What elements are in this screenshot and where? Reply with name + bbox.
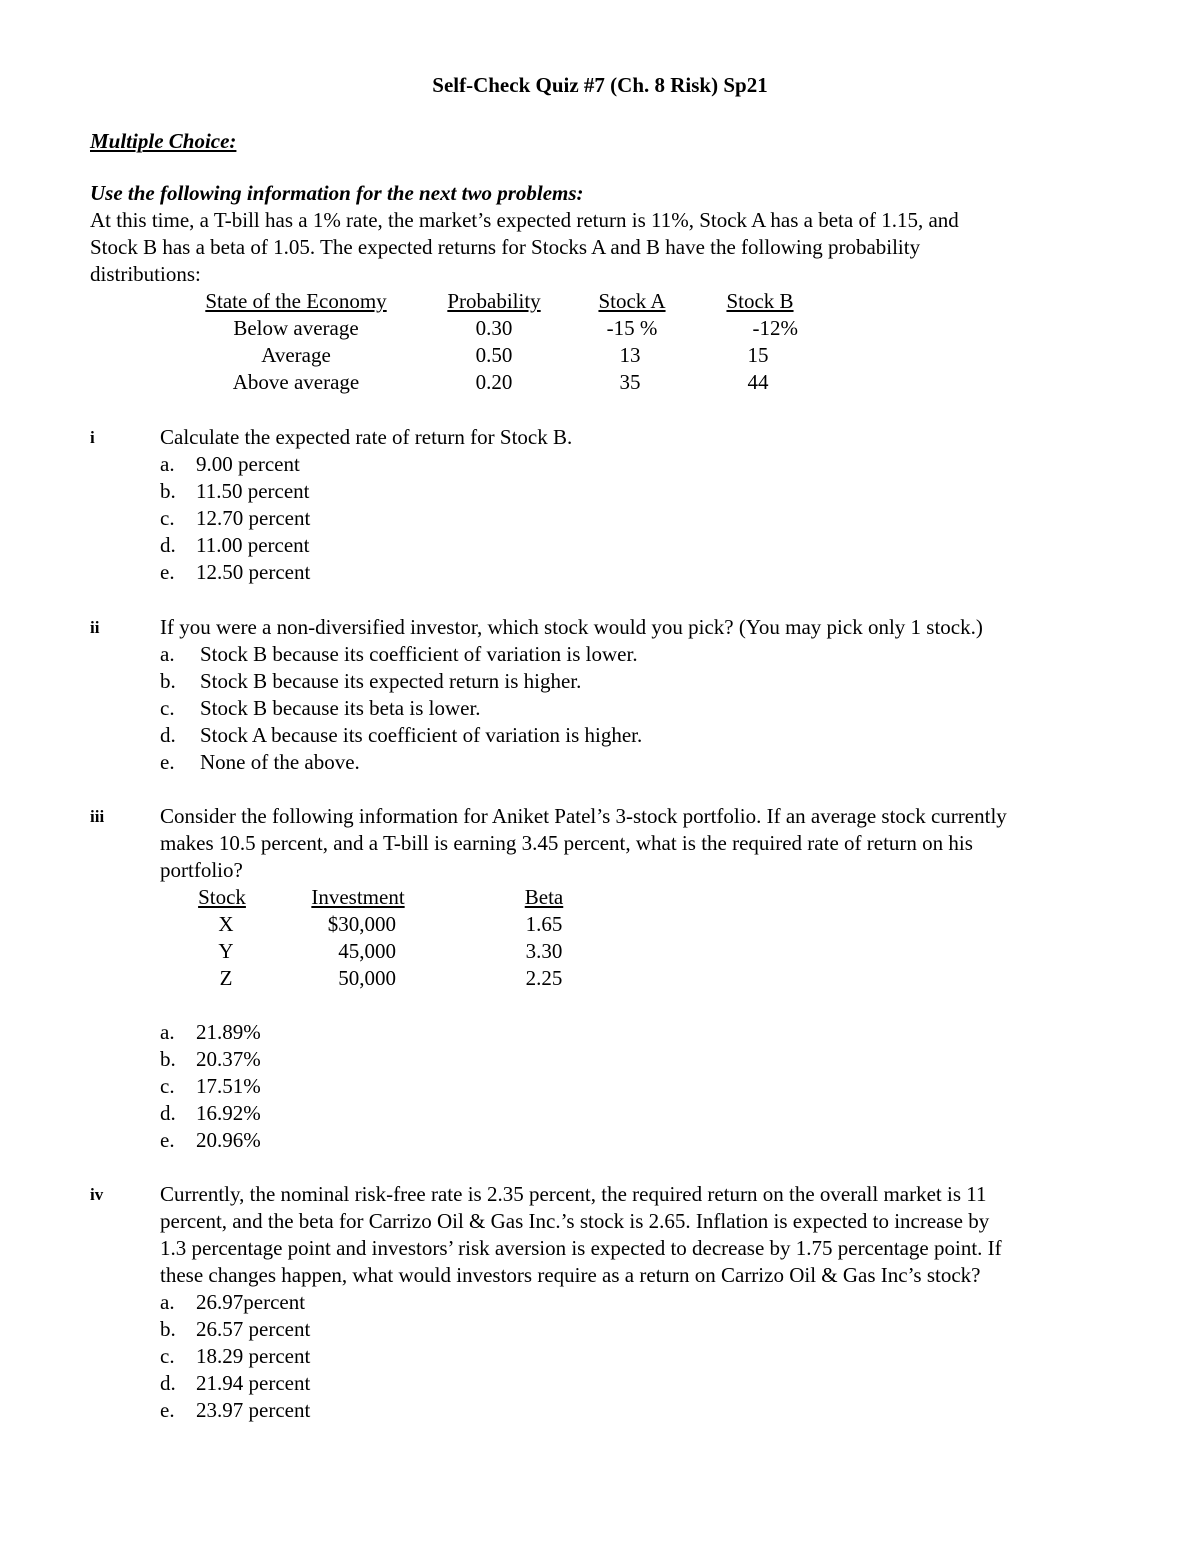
option-text: 12.50 percent	[196, 560, 311, 584]
table-cell: Y	[218, 939, 234, 963]
table-cell: Average	[261, 343, 331, 367]
question-text: If you were a non-diversified investor, which stock would you pick? (You may pick only 1 stock.)	[160, 615, 983, 639]
table-cell: 44	[747, 370, 769, 394]
option-text: 21.94 percent	[196, 1371, 311, 1395]
question-number: iv	[90, 1185, 104, 1204]
option-letter: a.	[160, 642, 175, 666]
option-letter: b.	[160, 1317, 176, 1341]
table-cell: 2.25	[525, 966, 563, 990]
table-cell: 3.30	[525, 939, 563, 963]
option-text: 21.89%	[196, 1020, 261, 1044]
table-header: Stock	[198, 885, 246, 909]
option-letter: a.	[160, 452, 175, 476]
table-cell: 13	[619, 343, 641, 367]
option-letter: a.	[160, 1290, 175, 1314]
option-text: Stock A because its coefficient of variation is higher.	[200, 723, 643, 747]
table-header: State of the Economy	[205, 289, 387, 313]
option-letter: d.	[160, 1371, 176, 1395]
option-letter: d.	[160, 533, 176, 557]
option-letter: e.	[160, 750, 175, 774]
table-cell: 15	[747, 343, 769, 367]
question-number: iii	[90, 807, 105, 826]
option-letter: c.	[160, 1074, 175, 1098]
table-header: Stock A	[598, 289, 666, 313]
table-header: Stock B	[726, 289, 794, 313]
table-cell: X	[218, 912, 234, 936]
page-title: Self-Check Quiz #7 (Ch. 8 Risk) Sp21	[432, 73, 768, 97]
option-text: 11.00 percent	[196, 533, 310, 557]
option-letter: c.	[160, 1344, 175, 1368]
table-cell: 1.65	[525, 912, 563, 936]
table-cell: -15 %	[606, 316, 658, 340]
option-letter: e.	[160, 560, 175, 584]
option-text: 23.97 percent	[196, 1398, 311, 1422]
table-cell: 50,000	[338, 966, 396, 990]
question-number: i	[90, 428, 95, 447]
question-text: Calculate the expected rate of return for Stock B.	[160, 425, 573, 449]
option-text: 20.37%	[196, 1047, 261, 1071]
table-cell: Below average	[233, 316, 359, 340]
option-letter: e.	[160, 1398, 175, 1422]
option-letter: d.	[160, 1101, 176, 1125]
option-letter: b.	[160, 1047, 176, 1071]
question-text: portfolio?	[160, 858, 243, 882]
option-text: 18.29 percent	[196, 1344, 311, 1368]
option-text: 20.96%	[196, 1128, 261, 1152]
table-cell: -12%	[752, 316, 798, 340]
option-text: Stock B because its beta is lower.	[200, 696, 481, 720]
section-heading: Multiple Choice:	[90, 129, 237, 153]
option-letter: a.	[160, 1020, 175, 1044]
option-letter: c.	[160, 506, 175, 530]
intro-line: distributions:	[90, 262, 201, 286]
table-cell: 0.20	[475, 370, 513, 394]
option-letter: b.	[160, 479, 176, 503]
option-letter: c.	[160, 696, 175, 720]
option-text: 11.50 percent	[196, 479, 310, 503]
table-cell: Above average	[232, 370, 360, 394]
option-letter: e.	[160, 1128, 175, 1152]
table-header: Probability	[447, 289, 541, 313]
table-cell: Z	[219, 966, 233, 990]
table-cell: $30,000	[327, 912, 396, 936]
option-text: Stock B because its coefficient of variation is lower.	[200, 642, 638, 666]
table-cell: 45,000	[338, 939, 396, 963]
option-text: 9.00 percent	[196, 452, 300, 476]
table-header: Beta	[524, 885, 564, 909]
option-text: None of the above.	[200, 750, 360, 774]
option-text: Stock B because its expected return is higher.	[200, 669, 582, 693]
intro-line: At this time, a T-bill has a 1% rate, the market’s expected return is 11%, Stock A has a beta of 1.15, and	[90, 208, 959, 232]
question-text: Consider the following information for Aniket Patel’s 3-stock portfolio. If an average stock currently	[160, 804, 1007, 828]
option-text: 17.51%	[196, 1074, 261, 1098]
question-text: these changes happen, what would investors require as a return on Carrizo Oil & Gas Inc’s stock?	[160, 1263, 981, 1287]
intro-heading: Use the following information for the next two problems:	[90, 181, 584, 205]
option-letter: b.	[160, 669, 176, 693]
question-text: makes 10.5 percent, and a T-bill is earning 3.45 percent, what is the required rate of return on his	[160, 831, 973, 855]
question-text: Currently, the nominal risk-free rate is 2.35 percent, the required return on the overall market is 11	[160, 1182, 987, 1206]
option-text: 16.92%	[196, 1101, 261, 1125]
option-text: 26.57 percent	[196, 1317, 311, 1341]
question-text: percent, and the beta for Carrizo Oil & Gas Inc.’s stock is 2.65. Inflation is expected to increase by	[160, 1209, 990, 1233]
question-number: ii	[90, 618, 100, 637]
option-text: 26.97percent	[196, 1290, 306, 1314]
option-text: 12.70 percent	[196, 506, 311, 530]
option-letter: d.	[160, 723, 176, 747]
table-cell: 0.50	[475, 343, 513, 367]
table-cell: 35	[619, 370, 641, 394]
intro-line: Stock B has a beta of 1.05. The expected returns for Stocks A and B have the following probability	[90, 235, 921, 259]
question-text: 1.3 percentage point and investors’ risk aversion is expected to decrease by 1.75 percentage point. If	[160, 1236, 1002, 1260]
table-header: Investment	[311, 885, 405, 909]
table-cell: 0.30	[475, 316, 513, 340]
